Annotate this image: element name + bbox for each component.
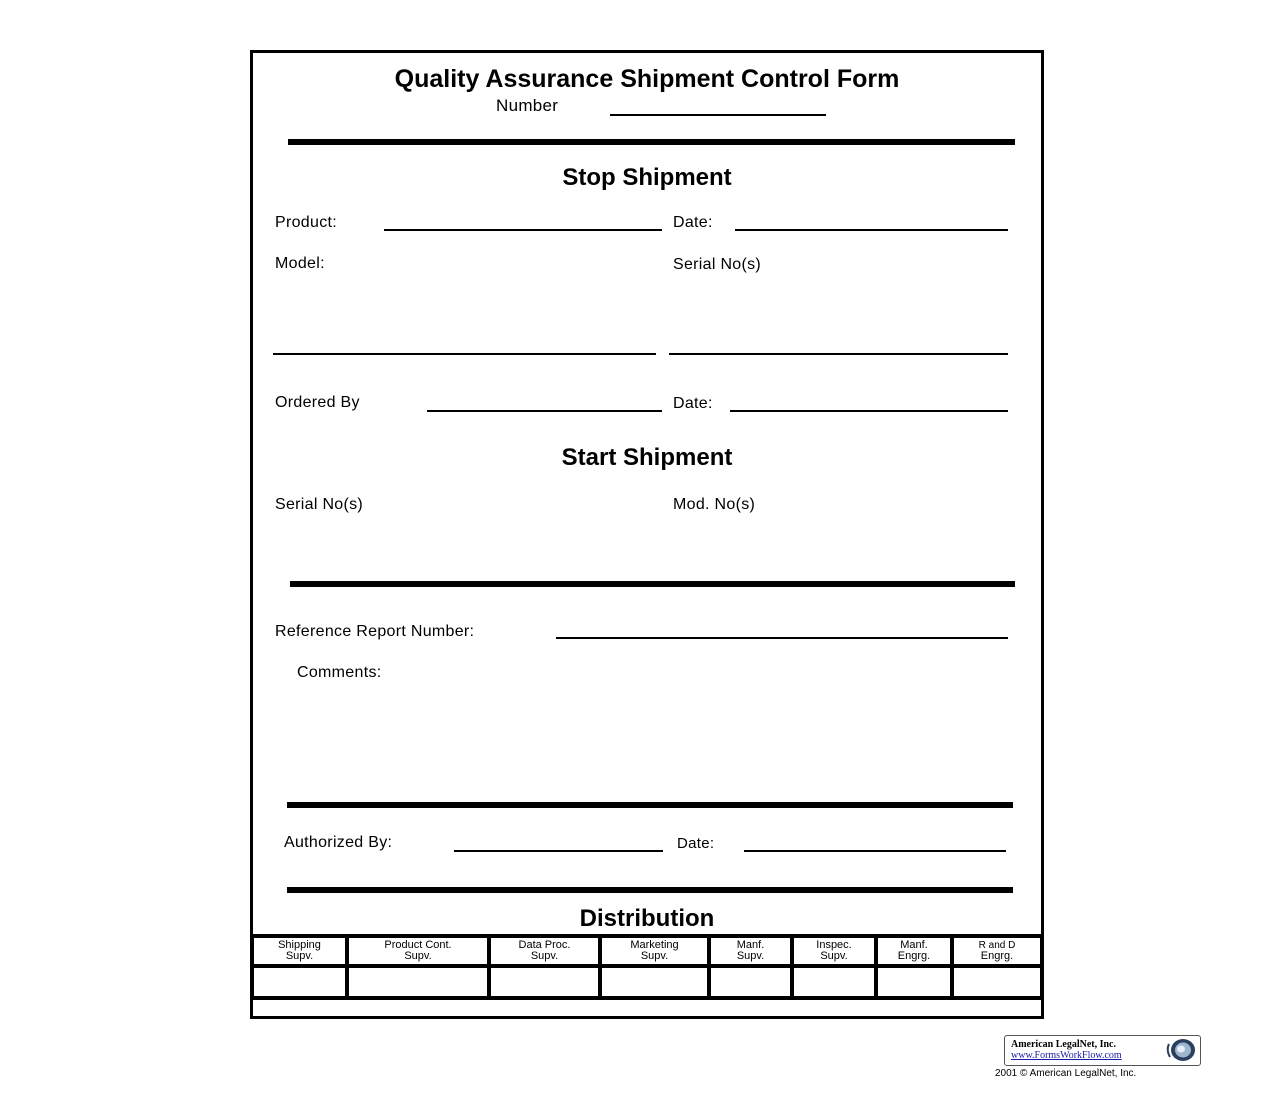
distribution-header-line: Shipping xyxy=(278,939,321,951)
stop-date-label: Date: xyxy=(673,214,713,231)
stop-shipment-heading: Stop Shipment xyxy=(562,164,732,191)
company-name: American LegalNet, Inc. xyxy=(1011,1039,1116,1050)
distribution-header-line: Marketing xyxy=(630,939,679,951)
distribution-header-line: Manf. xyxy=(736,939,765,951)
mod-label: Mod. No(s) xyxy=(673,496,756,513)
divider xyxy=(288,139,1015,145)
distribution-header xyxy=(491,938,598,968)
distribution-header xyxy=(794,938,874,968)
number-label: Number xyxy=(496,96,559,115)
reference-report-field[interactable] xyxy=(556,637,1008,639)
distribution-header-line: Supv. xyxy=(530,950,559,962)
distribution-header-line: Supv. xyxy=(640,950,669,962)
auth-date-label: Date: xyxy=(677,835,715,852)
start-serial-label: Serial No(s) xyxy=(275,496,364,513)
distribution-header-line: Supv. xyxy=(285,950,314,962)
distribution-header-line: Engrg. xyxy=(897,950,931,962)
distribution-cell[interactable] xyxy=(254,968,345,996)
reference-report-label: Reference Report Number: xyxy=(275,623,475,640)
distribution-header-line: Supv. xyxy=(820,950,848,962)
comments-label: Comments: xyxy=(297,664,382,681)
distribution-cell[interactable] xyxy=(602,968,707,996)
divider xyxy=(290,581,1015,587)
company-url-link[interactable]: www.FormsWorkFlow.com xyxy=(1011,1050,1122,1061)
globe-logo-icon xyxy=(1163,1038,1197,1062)
divider xyxy=(287,887,1013,893)
ordered-by-field[interactable] xyxy=(427,410,662,412)
distribution-header xyxy=(349,938,487,968)
distribution-header xyxy=(254,938,345,968)
distribution-cell[interactable] xyxy=(794,968,874,996)
distribution-cell[interactable] xyxy=(878,968,950,996)
distribution-header-line: Engrg. xyxy=(980,950,1014,962)
ordered-by-label: Ordered By xyxy=(275,394,360,411)
distribution-column xyxy=(491,938,602,996)
distribution-header-line: Data Proc. xyxy=(518,939,571,951)
form-title: Quality Assurance Shipment Control Form xyxy=(394,65,900,93)
distribution-header xyxy=(602,938,707,968)
stop-serial-label: Serial No(s) xyxy=(673,256,762,273)
product-field[interactable] xyxy=(384,229,662,231)
authorized-by-field[interactable] xyxy=(454,850,663,852)
ordered-date-field[interactable] xyxy=(730,410,1008,412)
distribution-column xyxy=(602,938,711,996)
distribution-header xyxy=(954,938,1040,968)
distribution-header xyxy=(878,938,950,968)
distribution-header xyxy=(711,938,790,968)
product-label: Product: xyxy=(275,214,337,231)
distribution-header-line: Inspec. xyxy=(816,939,852,951)
comments-area[interactable] xyxy=(297,689,1007,797)
distribution-header-line: Supv. xyxy=(736,950,765,962)
distribution-heading: Distribution xyxy=(579,905,715,932)
distribution-table xyxy=(250,934,1044,1000)
company-logo xyxy=(1004,1035,1201,1066)
distribution-column xyxy=(254,938,349,996)
stop-date-field[interactable] xyxy=(735,229,1008,231)
authorized-by-label: Authorized By: xyxy=(284,834,393,851)
qa-shipment-form xyxy=(250,50,1044,1019)
distribution-cell[interactable] xyxy=(349,968,487,996)
ordered-date-label: Date: xyxy=(673,395,713,412)
auth-date-field[interactable] xyxy=(744,850,1006,852)
distribution-cell[interactable] xyxy=(711,968,790,996)
distribution-header-line: Manf. xyxy=(900,939,928,951)
copyright-text: 2001 © American LegalNet, Inc. xyxy=(995,1068,1137,1079)
distribution-header-line: Supv. xyxy=(404,950,432,962)
model-field[interactable] xyxy=(273,353,656,355)
divider xyxy=(287,802,1013,808)
distribution-column xyxy=(794,938,878,996)
distribution-cell[interactable] xyxy=(954,968,1040,996)
distribution-header-line: R and D xyxy=(978,940,1016,951)
distribution-cell[interactable] xyxy=(491,968,598,996)
number-field[interactable] xyxy=(610,114,826,116)
stop-serial-field[interactable] xyxy=(669,353,1008,355)
distribution-column xyxy=(349,938,491,996)
distribution-column xyxy=(878,938,954,996)
distribution-header-line: Product Cont. xyxy=(384,939,452,951)
model-label: Model: xyxy=(275,255,325,272)
start-shipment-heading: Start Shipment xyxy=(561,444,733,471)
distribution-column xyxy=(711,938,794,996)
distribution-column xyxy=(954,938,1040,996)
